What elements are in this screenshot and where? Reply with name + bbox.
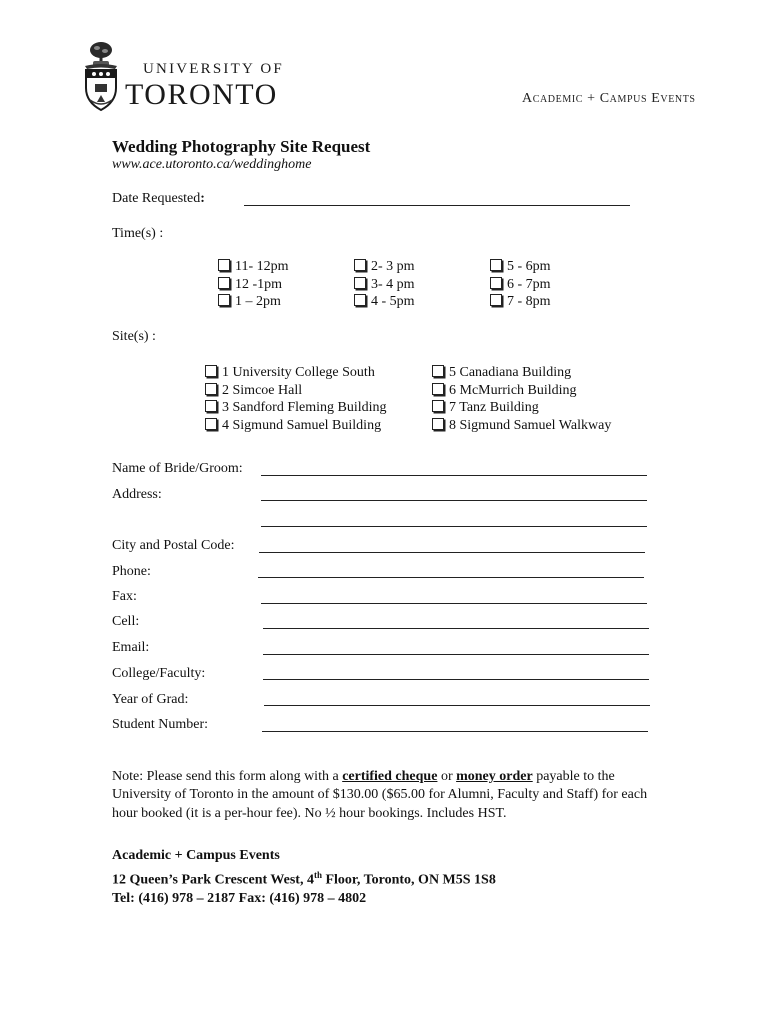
checkbox[interactable] bbox=[218, 259, 230, 271]
site-option[interactable]: 3 Sandford Fleming Building bbox=[205, 399, 387, 417]
time-option[interactable]: 2- 3 pm bbox=[354, 258, 415, 276]
certified-cheque: certified cheque bbox=[342, 769, 438, 784]
coat-of-arms-icon bbox=[80, 40, 122, 112]
student-number-line[interactable] bbox=[262, 731, 648, 732]
phone-line[interactable] bbox=[258, 577, 644, 578]
checkbox[interactable] bbox=[205, 418, 217, 430]
email-line[interactable] bbox=[263, 654, 649, 655]
site-option[interactable]: 2 Simcoe Hall bbox=[205, 382, 387, 400]
time-option[interactable]: 12 -1pm bbox=[218, 276, 289, 294]
checkbox[interactable] bbox=[432, 365, 444, 377]
checkbox[interactable] bbox=[432, 400, 444, 412]
checkbox[interactable] bbox=[432, 418, 444, 430]
site-option[interactable]: 5 Canadiana Building bbox=[432, 364, 611, 382]
date-requested-label: Date Requested: bbox=[112, 191, 205, 206]
site-option[interactable]: 6 McMurrich Building bbox=[432, 382, 611, 400]
checkbox[interactable] bbox=[354, 294, 366, 306]
year-of-grad-label: Year of Grad: bbox=[112, 692, 189, 707]
payment-note: Note: Please send this form along with a certified cheque or money order payable to the University of Toronto in the amount of $130.00 ($65.00 for Alumni, Faculty and Staff) for each hour booked (it is a per-hour fee). No ½ hour bookings. Includes HST. bbox=[112, 769, 648, 821]
times-label: Time(s) : bbox=[112, 226, 164, 241]
sites-label: Site(s) : bbox=[112, 329, 156, 344]
email-label: Email: bbox=[112, 640, 150, 655]
site-option[interactable]: 7 Tanz Building bbox=[432, 399, 611, 417]
time-option[interactable]: 1 – 2pm bbox=[218, 293, 289, 311]
cell-line[interactable] bbox=[263, 628, 649, 629]
checkbox[interactable] bbox=[490, 259, 502, 271]
year-of-grad-line[interactable] bbox=[264, 705, 650, 706]
city-postal-line[interactable] bbox=[259, 552, 645, 553]
times-column-1 bbox=[218, 258, 289, 311]
date-requested-line[interactable] bbox=[244, 205, 630, 206]
fax-line[interactable] bbox=[261, 603, 647, 604]
contact-block bbox=[112, 847, 496, 908]
college-faculty-label: College/Faculty: bbox=[112, 666, 206, 681]
contact-name: Academic + Campus Events bbox=[112, 848, 280, 863]
contact-address: 12 Queen’s Park Crescent West, 4th Floor, Toronto, ON M5S 1S8 bbox=[112, 869, 496, 888]
sites-column-1 bbox=[205, 364, 387, 434]
cell-label: Cell: bbox=[112, 614, 140, 629]
checkbox[interactable] bbox=[490, 277, 502, 289]
checkbox[interactable] bbox=[205, 400, 217, 412]
time-option[interactable]: 6 - 7pm bbox=[490, 276, 551, 294]
time-option[interactable]: 4 - 5pm bbox=[354, 293, 415, 311]
time-option[interactable]: 11- 12pm bbox=[218, 258, 289, 276]
city-postal-label: City and Postal Code: bbox=[112, 538, 235, 553]
checkbox[interactable] bbox=[218, 277, 230, 289]
logo-toronto: TORONTO bbox=[125, 78, 278, 111]
site-option[interactable]: 1 University College South bbox=[205, 364, 387, 382]
contact-tel-fax: Tel: (416) 978 – 2187 Fax: (416) 978 – 4802 bbox=[112, 890, 367, 906]
time-option[interactable]: 5 - 6pm bbox=[490, 258, 551, 276]
checkbox[interactable] bbox=[354, 277, 366, 289]
bride-groom-line[interactable] bbox=[261, 475, 647, 476]
form-url: www.ace.utoronto.ca/weddinghome bbox=[112, 157, 312, 172]
fax-label: Fax: bbox=[112, 589, 137, 604]
checkbox[interactable] bbox=[218, 294, 230, 306]
student-number-label: Student Number: bbox=[112, 717, 209, 732]
checkbox[interactable] bbox=[432, 383, 444, 395]
college-faculty-line[interactable] bbox=[263, 679, 649, 680]
address-label: Address: bbox=[112, 487, 162, 502]
times-column-3 bbox=[490, 258, 551, 311]
phone-label: Phone: bbox=[112, 564, 151, 579]
department-name: Academic + Campus Events bbox=[522, 91, 696, 106]
form-title: Wedding Photography Site Request bbox=[112, 137, 371, 156]
checkbox[interactable] bbox=[354, 259, 366, 271]
checkbox[interactable] bbox=[490, 294, 502, 306]
site-option[interactable]: 8 Sigmund Samuel Walkway bbox=[432, 417, 611, 435]
times-column-2 bbox=[354, 258, 415, 311]
site-option[interactable]: 4 Sigmund Samuel Building bbox=[205, 417, 387, 435]
checkbox[interactable] bbox=[205, 383, 217, 395]
checkbox[interactable] bbox=[205, 365, 217, 377]
time-option[interactable]: 3- 4 pm bbox=[354, 276, 415, 294]
address-line-2[interactable] bbox=[261, 526, 647, 527]
bride-groom-label: Name of Bride/Groom: bbox=[112, 461, 243, 476]
address-line-1[interactable] bbox=[261, 500, 647, 501]
money-order: money order bbox=[456, 769, 533, 784]
logo-university-of: UNIVERSITY OF bbox=[143, 61, 284, 77]
sites-column-2 bbox=[432, 364, 611, 434]
time-option[interactable]: 7 - 8pm bbox=[490, 293, 551, 311]
